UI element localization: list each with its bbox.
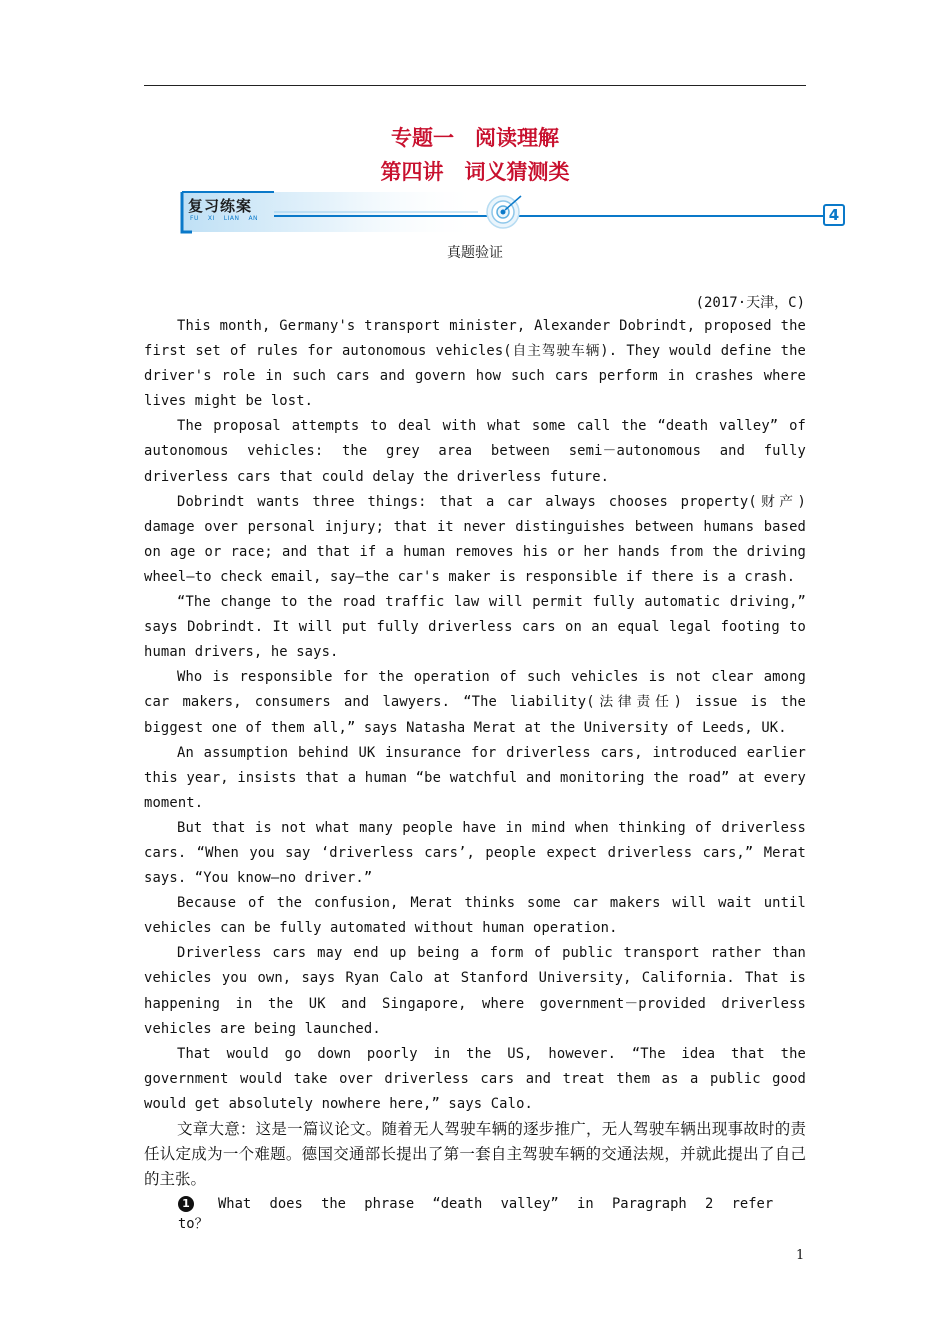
paragraph: The proposal attempts to deal with what some call the “death valley” of autonomous vehicles: the grey area between semi－autonomous and fully driverless cars that could delay the driverless future.	[144, 418, 806, 485]
article-body	[144, 314, 806, 1192]
review-banner	[178, 190, 850, 236]
paragraph: This month, Germany's transport minister, Alexander Dobrindt, proposed the first set of rules for autonomous vehicles(自主驾驶车辆). They would define the driver's role in such cars and govern how such cars perform in crashes where lives might be lost.	[144, 318, 806, 410]
paragraph: That would go down poorly in the US, however. “The idea that the government would take over driverless cars and treat them as a public good would get absolutely nowhere here,” says Calo.	[144, 1045, 806, 1112]
paragraph: Who is responsible for the operation of such vehicles is not clear among car makers, consumers and lawyers. “The liability(法律责任) issue is the biggest one of them all,” says Natasha Merat at the University of Leeds, UK.	[144, 669, 806, 736]
article-summary: 文章大意：这是一篇议论文。随着无人驾驶车辆的逐步推广，无人驾驶车辆出现事故时的责任认定成为一个难题。德国交通部长提出了第一套自主驾驶车辆的交通法规，并就此提出了自己的主张。	[144, 1120, 806, 1189]
question-1	[178, 1196, 806, 1232]
banner-pinyin	[190, 215, 267, 222]
paragraph: Dobrindt wants three things: that a car always chooses property(财产) damage over personal injury; that it never distinguishes between humans based on age or race; and that if a human removes his or her hands from the driving wheel—to check email, say—the car's maker is responsible if there is a crash.	[144, 493, 806, 585]
paragraph: “The change to the road traffic law will permit fully automatic driving,” says Dobrindt. It will put fully driverless cars on an equal legal footing to human drivers, he says.	[144, 594, 806, 661]
banner-pinyin-2: XI	[207, 215, 215, 222]
question-text: What does the phrase “death valley” in Paragraph 2 refer to？	[178, 1196, 774, 1232]
banner-label: 复习练案	[188, 197, 253, 215]
source-citation: (2017·天津，C)	[695, 295, 805, 311]
paragraph: Because of the confusion, Merat thinks some car makers will wait until vehicles can be fully automated without human operation.	[144, 895, 806, 937]
page-number: 1	[796, 1248, 805, 1263]
banner-graphic	[178, 190, 850, 236]
topic-title: 专题一 阅读理解	[391, 126, 559, 150]
header-rule	[144, 85, 806, 86]
banner-pinyin-3: LIAN	[223, 215, 240, 222]
banner-number: 4	[823, 204, 845, 226]
paragraph: Driverless cars may end up being a form of public transport rather than vehicles you own, says Ryan Calo at Stanford University, California. That is happening in the UK and Singapore, where government－provided driverless vehicles are being launched.	[144, 945, 806, 1037]
target-icon	[487, 196, 521, 228]
section-heading: 真题验证	[447, 245, 503, 261]
lecture-title: 第四讲 词义猜测类	[380, 160, 570, 184]
banner-pinyin-1: FU	[190, 215, 199, 222]
paragraph: An assumption behind UK insurance for driverless cars, introduced earlier this year, insists that a human “be watchful and monitoring the road” at every moment.	[144, 744, 806, 811]
banner-pinyin-4: AN	[248, 215, 259, 222]
question-number: 1	[178, 1196, 194, 1212]
paragraph: But that is not what many people have in mind when thinking of driverless cars. “When you say ‘driverless cars’, people expect driverless cars,” Merat says. “You know—no driver.”	[144, 819, 806, 887]
